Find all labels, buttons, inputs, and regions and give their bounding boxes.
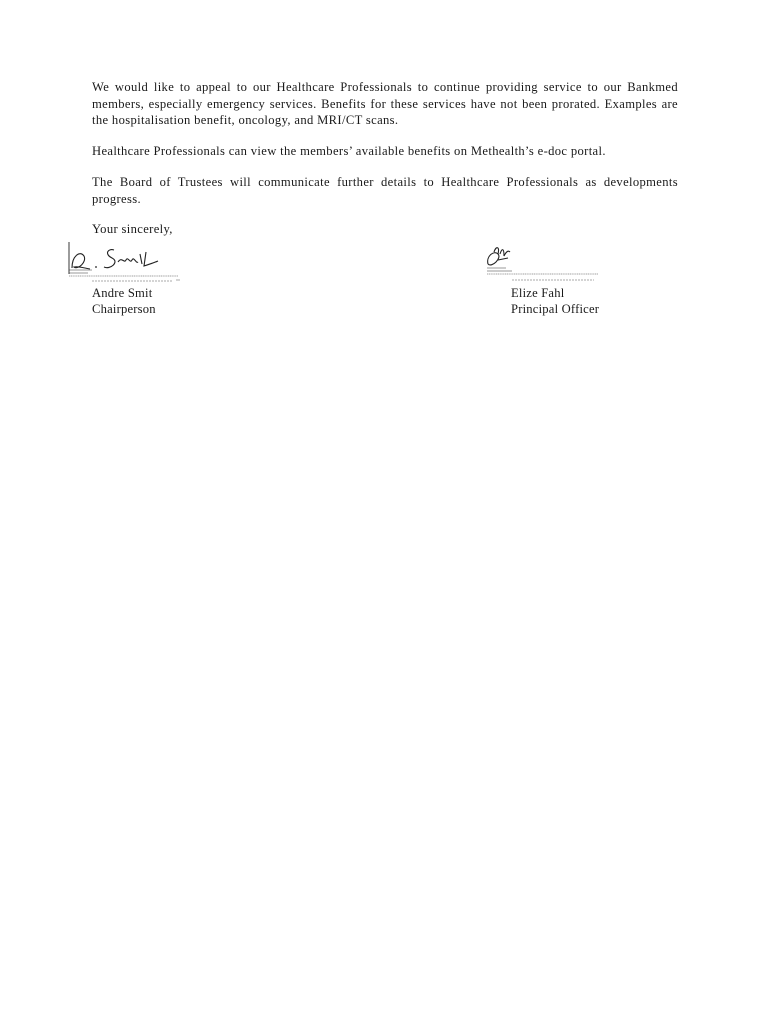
signatory-name: Andre Smit — [92, 286, 153, 300]
signatory-role: Principal Officer — [511, 302, 600, 316]
paragraph-portal: Healthcare Professionals can view the members’ available benefits on Methealth’s e-doc portal. — [92, 144, 606, 158]
closing-salutation: Your sincerely, — [92, 222, 173, 236]
signatory-role: Chairperson — [92, 302, 156, 316]
handwritten-signature-elize-fahl — [484, 240, 624, 284]
handwritten-signature-andre-smit — [66, 240, 206, 284]
paragraph-trustees: The Board of Trustees will communicate further details to Healthcare Professionals as developments progress. — [92, 175, 678, 206]
signatory-name: Elize Fahl — [511, 286, 565, 300]
paragraph-appeal: We would like to appeal to our Healthcare Professionals to continue providing service to our Bankmed members, especially emergency services. Benefits for these services have not been prorated. Examples are the hospitalisation benefit, oncology, and MRI/CT scans. — [92, 80, 678, 127]
